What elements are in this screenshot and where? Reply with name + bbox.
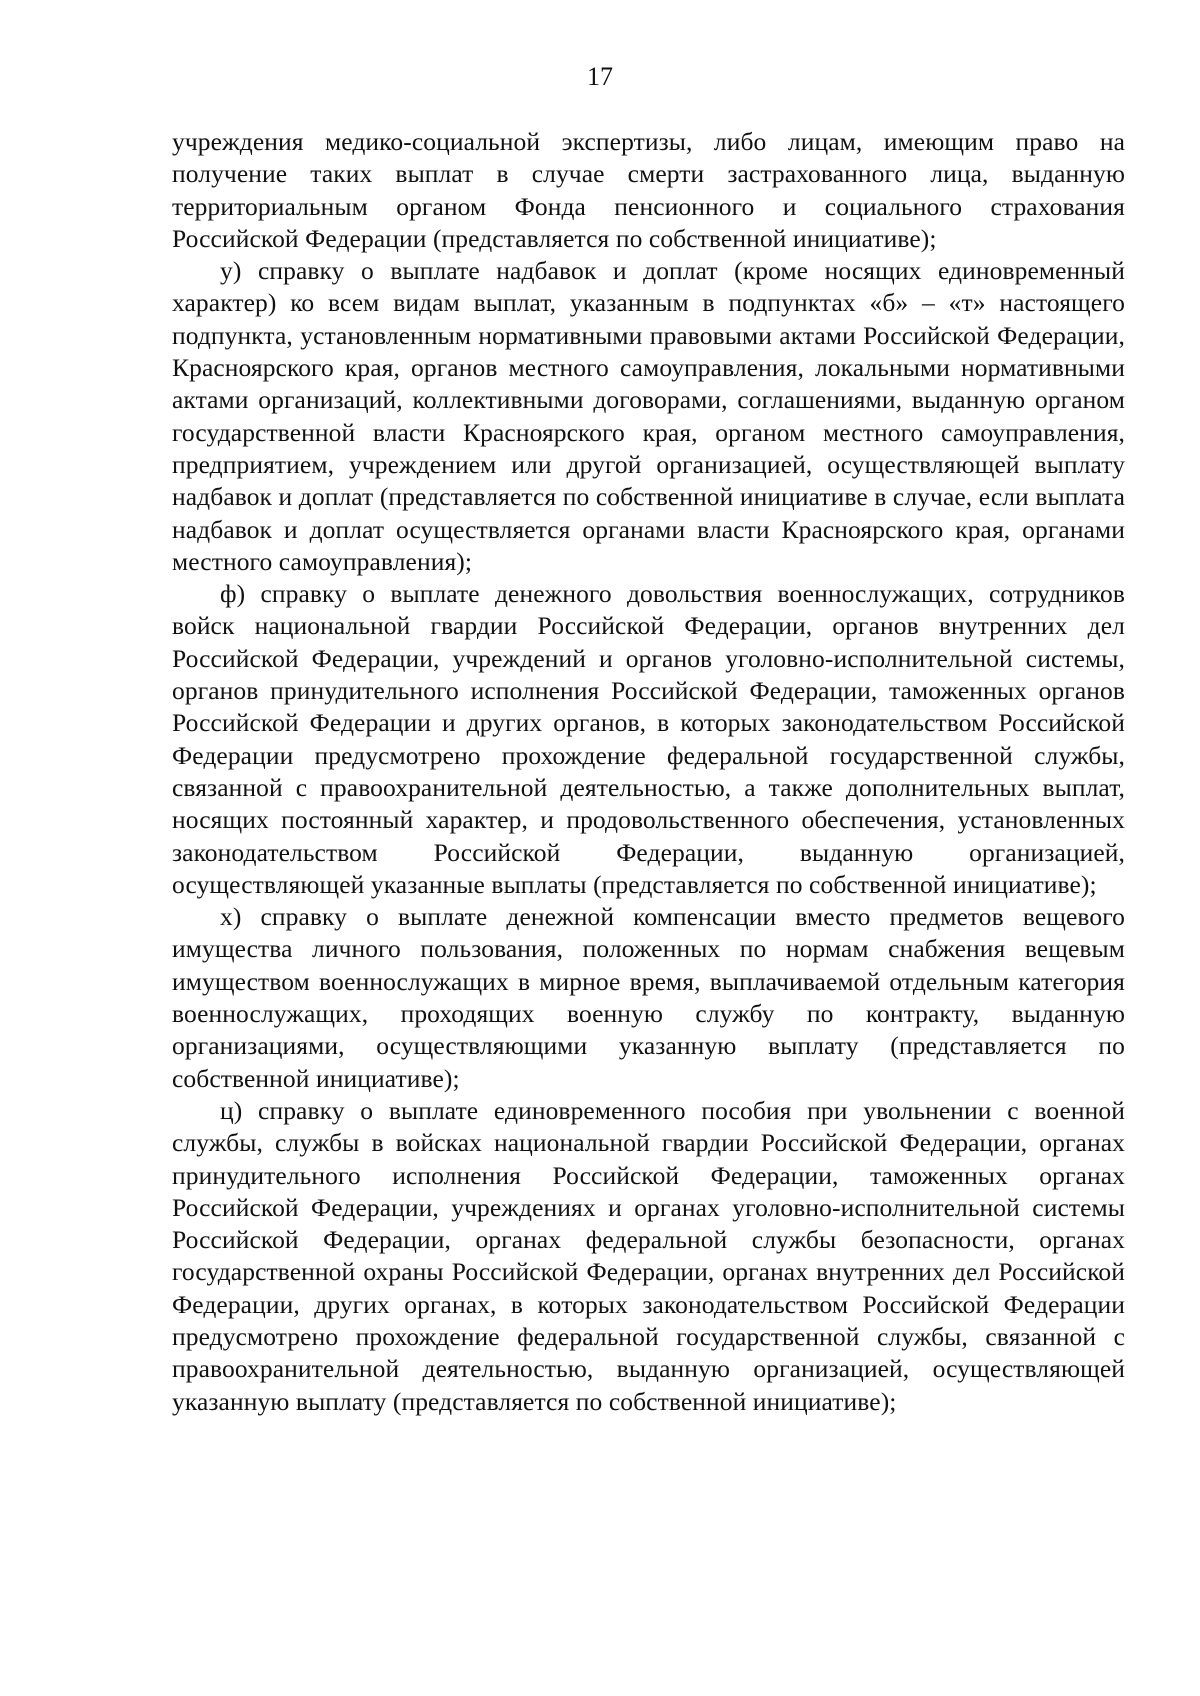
paragraph-continuation: учреждения медико-социальной экспертизы, либо лицам, имеющим право на получение таких выплат в случае смерти застрахованного лица, выданную территориальным органом Фонда пенсионного и социального страхования Российской Федерации (представляется по собственной инициативе);: [172, 127, 1125, 253]
paragraph-item-f: ф) справку о выплате денежного довольствия военнослужащих, сотрудников войск национальной гвардии Российской Федерации, органов внутренних дел Российской Федерации, учреждений и органов уголовно-исполнительной системы, органов принудительного исполнения Российской Федерации, таможенных органов Российской Федерации и других органов, в которых законодательством Российской Федерации предусмотрено прохождение федеральной государственной службы, связанной с правоохранительной деятельностью, а также дополнительных выплат, носящих постоянный характер, и продовольственного обеспечения, установленных законодательством Российской Федерации, выданную организацией, осуществляющей указанные выплаты (представляется по собственной инициативе);: [172, 579, 1125, 899]
paragraph-item-u: у) справку о выплате надбавок и доплат (кроме носящих единовременный характер) ко всем видам выплат, указанным в подпунктах «б» – «т» настоящего подпункта, установленным нормативными правовыми актами Российской Федерации, Красноярского края, органов местного самоуправления, локальными нормативными актами организаций, коллективными договорами, соглашениями, выданную органом государственной власти Красноярского края, органом местного самоуправления, предприятием, учреждением или другой организацией, осуществляющей выплату надбавок и доплат (представляется по собственной инициативе в случае, если выплата надбавок и доплат осуществляется органами власти Красноярского края, органами местного самоуправления);: [172, 256, 1125, 576]
paragraph-item-ts: ц) справку о выплате единовременного пособия при увольнении с военной службы, службы в войсках национальной гвардии Российской Федерации, органах принудительного исполнения Российской Федерации, таможенных органах Российской Федерации, учреждениях и органах уголовно-исполнительной системы Российской Федерации, органах федеральной службы безопасности, органах государственной охраны Российской Федерации, органах внутренних дел Российской Федерации, других органах, в которых законодательством Российской Федерации предусмотрено прохождение федеральной государственной службы, связанной с правоохранительной деятельностью, выданную организацией, осуществляющей указанную выплату (представляется по собственной инициативе);: [172, 1095, 1125, 1416]
paragraph-item-kh: х) справку о выплате денежной компенсации вместо предметов вещевого имущества личного пользования, положенных по нормам снабжения вещевым имуществом военнослужащих в мирное время, выплачиваемой отдельным категория военнослужащих, проходящих военную службу по контракту, выданную организациями, осуществляющими указанную выплату (представляется по собственной инициативе);: [172, 902, 1125, 1093]
page-number: 17: [587, 62, 613, 91]
document-body: [172, 126, 1125, 1418]
